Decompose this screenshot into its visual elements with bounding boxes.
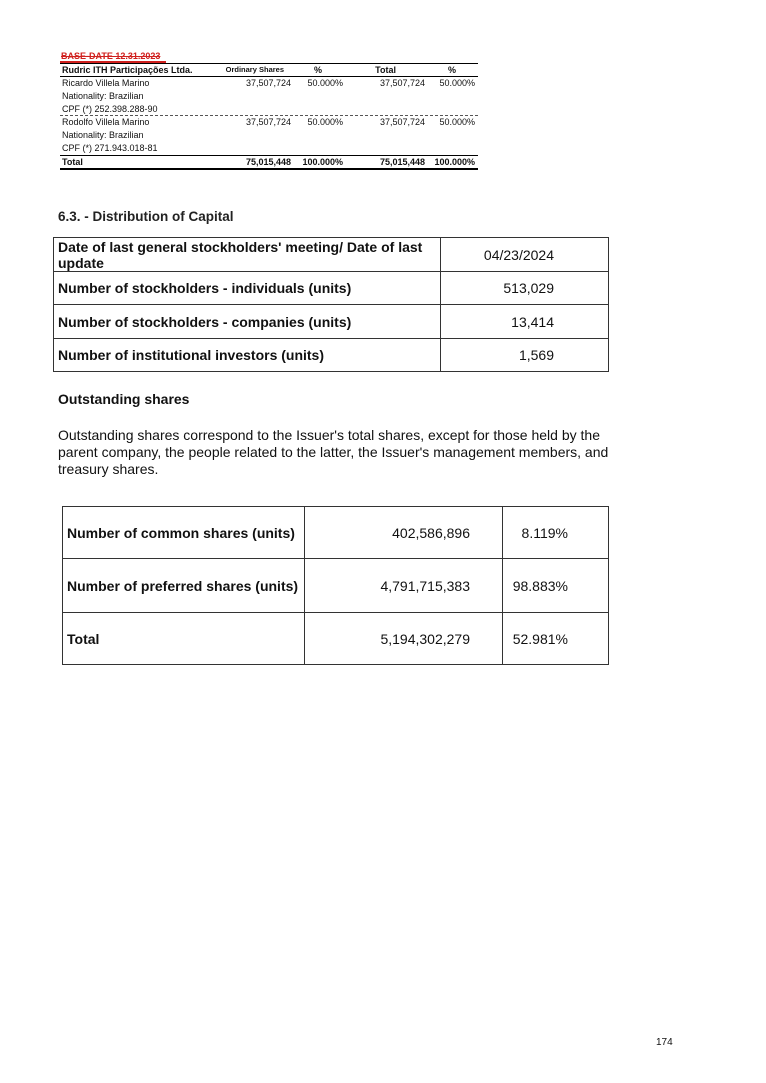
outstanding-label: Total: [63, 613, 305, 665]
distribution-table: [53, 237, 609, 372]
section-title: 6.3. - Distribution of Capital: [58, 209, 234, 224]
holder-total-pct: 50.000%: [439, 117, 475, 128]
total-label: Total: [62, 156, 83, 167]
distribution-label: Number of stockholders - companies (units): [54, 305, 441, 339]
outstanding-label: Number of preferred shares (units): [63, 559, 305, 613]
table-row: [60, 77, 478, 90]
distribution-value: 13,414: [441, 305, 609, 339]
holder-name: Ricardo Villela Marino: [62, 78, 150, 88]
total-total: 75,015,448: [379, 156, 425, 167]
table-row: [60, 129, 478, 142]
outstanding-value: 5,194,302,279: [305, 613, 503, 665]
base-date-label: BASE-DATE 12.31.2023: [61, 51, 161, 61]
outstanding-pct: 52.981%: [503, 613, 609, 665]
header-total: Total: [375, 65, 396, 75]
holding-total-row: [60, 155, 478, 170]
holder-cpf: CPF (*) 271.943.018-81: [62, 142, 158, 153]
distribution-label: Number of stockholders - individuals (units): [54, 272, 441, 305]
distribution-value: 04/23/2024: [441, 238, 609, 272]
outstanding-pct: 8.119%: [503, 507, 609, 559]
holding-table: [60, 63, 478, 170]
distribution-value: 1,569: [441, 339, 609, 372]
table-row: [60, 90, 478, 103]
table-row: [60, 142, 478, 155]
table-row: [63, 507, 609, 559]
total-pct: 100.000%: [302, 156, 343, 167]
distribution-label: Date of last general stockholders' meeting/ Date of last update: [54, 238, 441, 272]
total-total-pct: 100.000%: [434, 156, 475, 167]
holder-total-pct: 50.000%: [439, 78, 475, 88]
table-row: [60, 103, 478, 117]
outstanding-title: Outstanding shares: [58, 391, 190, 407]
holder-total: 37,507,724: [379, 117, 425, 128]
holder-cpf: CPF (*) 252.398.288-90: [62, 103, 158, 114]
holder-nationality: Nationality: Brazilian: [62, 130, 144, 141]
holder-shares: 37,507,724: [245, 117, 291, 128]
header-ordinary-shares: Ordinary Shares: [225, 65, 284, 74]
table-row: [63, 559, 609, 613]
holding-table-header: [60, 63, 478, 77]
header-total-pct: %: [447, 65, 456, 75]
outstanding-value: 4,791,715,383: [305, 559, 503, 613]
holder-name: Rodolfo Villela Marino: [62, 117, 150, 128]
holder-total: 37,507,724: [379, 78, 425, 88]
table-row: [63, 613, 609, 665]
header-company: Rudric ITH Participações Ltda.: [62, 65, 193, 75]
header-pct: %: [313, 65, 322, 75]
total-shares: 75,015,448: [245, 156, 291, 167]
holder-nationality: Nationality: Brazilian: [62, 90, 144, 101]
table-row: [54, 238, 609, 272]
outstanding-label: Number of common shares (units): [63, 507, 305, 559]
outstanding-value: 402,586,896: [305, 507, 503, 559]
holder-pct: 50.000%: [307, 78, 343, 88]
table-row: [54, 339, 609, 372]
table-row: [54, 272, 609, 305]
page-number: 174: [656, 1037, 673, 1048]
holder-pct: 50.000%: [307, 117, 343, 128]
distribution-label: Number of institutional investors (units): [54, 339, 441, 372]
outstanding-pct: 98.883%: [503, 559, 609, 613]
outstanding-table: [62, 506, 609, 665]
table-row: [54, 305, 609, 339]
distribution-value: 513,029: [441, 272, 609, 305]
table-row: [60, 116, 478, 129]
outstanding-paragraph: Outstanding shares correspond to the Issuer's total shares, except for those held by the parent company, the people related to the latter, the Issuer's management members, and treasury shares.: [58, 427, 609, 477]
holder-shares: 37,507,724: [245, 78, 291, 88]
